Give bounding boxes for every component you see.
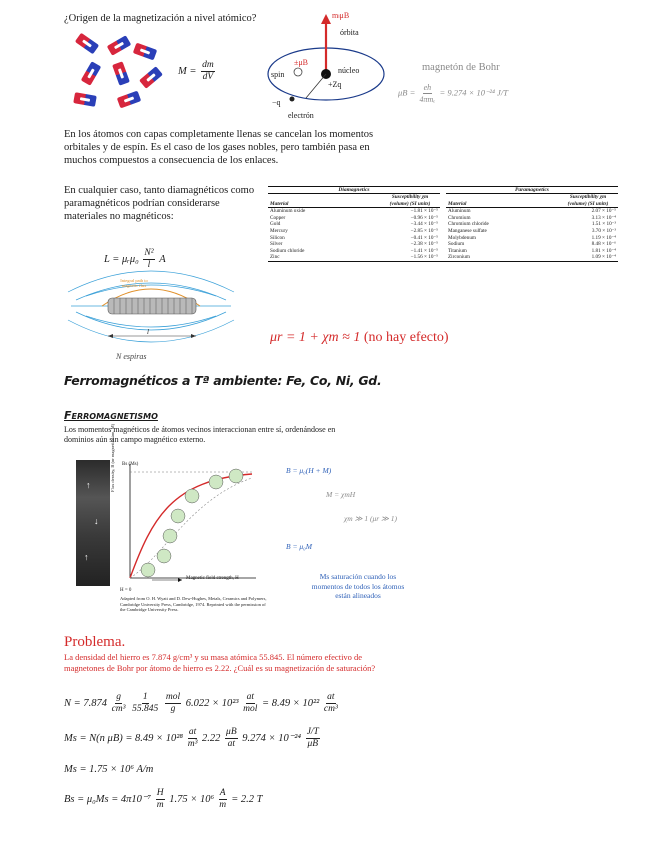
- material-cell: Gold: [270, 221, 281, 228]
- domain-state-icon: [157, 549, 171, 563]
- turns-caption: N espiras: [116, 352, 147, 361]
- domain-state-icon: [171, 509, 185, 523]
- bar-magnet-icon: [117, 91, 141, 109]
- material-cell: Titanium: [448, 247, 467, 254]
- susceptibility-cell: 1.81 × 10⁻⁴: [591, 247, 616, 254]
- susceptibility-cell: −2.38 × 10⁻⁵: [410, 241, 438, 248]
- susceptibility-cell: 1.09 × 10⁻⁴: [591, 254, 616, 261]
- diamagnetic-row: [268, 235, 440, 242]
- domain-state-icon: [209, 475, 223, 489]
- material-cell: Manganese sulfate: [448, 227, 487, 234]
- diamagnetic-row: [268, 221, 440, 228]
- susceptibility-cell: −1.41 × 10⁻⁵: [410, 247, 438, 254]
- bohr-magneton-formula: μB = $\frac{eh}{\text{4πmₑ}}$ = 9.274 × 10⁻²⁴ J/T: [398, 83, 508, 104]
- susceptibility-cell: −3.44 × 10⁻⁵: [410, 221, 438, 228]
- electron-dot: [290, 97, 295, 102]
- material-cell: Mercury: [270, 227, 288, 234]
- induction-equation: B = μ₀(H + M): [286, 466, 332, 475]
- material-cell: Chromium: [448, 214, 471, 221]
- paramagnetic-row: [446, 254, 618, 261]
- susceptibility-cell: −1.56 × 10⁻⁵: [410, 254, 438, 261]
- bar-magnet-icon: [107, 35, 132, 56]
- orbital-moment-label: mₗμB: [332, 11, 350, 20]
- material-cell: Sodium chloride: [270, 247, 305, 254]
- diamagnetic-row: [268, 215, 440, 222]
- diamagnetics-heading: Diamagnetics: [268, 187, 440, 194]
- domain-state-icon: [163, 529, 177, 543]
- material-cell: Sodium: [448, 241, 465, 248]
- material-cell: Aluminum: [448, 208, 471, 215]
- bohr-magneton-title: magnetón de Bohr: [422, 62, 500, 73]
- orbit-label: órbita: [340, 28, 359, 37]
- paramagnetics-heading: Paramagnetics: [446, 187, 618, 194]
- susceptibility-cell: −2.85 × 10⁻⁵: [410, 227, 438, 234]
- handwritten-ferromagnetic-note: Ferromagnéticos a Tª ambiente: Fe, Co, Ni, Gd.: [64, 373, 382, 388]
- bar-magnet-icon: [81, 61, 102, 86]
- inductance-equation: L = μᵣμ₀ $\frac{\text{N²}}{l}$ A: [104, 248, 166, 270]
- column-header: Material: [270, 200, 289, 207]
- material-cell: Chromium chloride: [448, 221, 489, 228]
- susceptibility-relation: M = χmH: [326, 490, 356, 499]
- saturation-note: Ms saturación cuando los momentos de todos los átomos están alineados: [311, 572, 405, 600]
- spin-circle: [294, 68, 302, 76]
- domain-micrograph: ↑ ↓ ↑: [76, 460, 110, 586]
- susceptibility-cell: 1.19 × 10⁻⁴: [591, 234, 616, 241]
- material-cell: Zirconium: [448, 254, 470, 261]
- problem-title: Problema.: [64, 634, 126, 650]
- nucleus-charge: +Zq: [328, 80, 342, 89]
- atom-density-calculation: N = 7.874 $\frac{g}{\text{cm³}}$ $\frac{1}{55.845}$ $\frac{\text{mol}}{g}$ 6.022 × 10²³ $\frac{at}{\text{mol}}$ = 8.49 × 10²² $\frac{at}{\text{cm³}}$: [64, 692, 338, 714]
- relative-permeability-equation: μr = 1 + χm ≈ 1 (no hay efecto): [270, 330, 449, 345]
- saturation-magnetization-calculation: Ms = N(n μB) = 8.49 × 10²⁸ $\frac{at}{\text{m³}}$ 2.22 $\frac{\mu B}{at}$ 9.274 × 10⁻²⁴ $\frac{J/T}{\mu B}$: [64, 727, 319, 749]
- saturation-induction-calculation: Bs = μ₀Ms = 4π10⁻⁷ $\frac{H}{m}$ 1.75 × 10⁶ $\frac{A}{m}$ = 2.2 T: [64, 788, 263, 810]
- coil-body: [108, 298, 196, 314]
- length-label: l: [147, 328, 149, 336]
- susceptibility-cell: 3.70 × 10⁻³: [591, 227, 616, 234]
- electron-charge: −q: [272, 98, 281, 107]
- question-heading: ¿Origen de la magnetización a nivel atómico?: [64, 13, 257, 24]
- bar-magnet-icon: [75, 33, 99, 55]
- susceptibility-cell: −0.96 × 10⁻⁵: [410, 214, 438, 221]
- paramagnetic-row: [446, 235, 618, 242]
- magnets-illustration: [68, 36, 168, 116]
- diamagnetic-row: [268, 228, 440, 235]
- nucleus-label: núcleo: [338, 66, 360, 75]
- graph-credit: Adapted from O. H. Wyatt and D. Dew-Hughes, Metals, Ceramics and Polymers, Cambridge University Press, Cambridge, 1974. Reprinted with the permission of the Cambridge University Press.: [120, 596, 267, 612]
- domain-state-icon: [185, 489, 199, 503]
- bar-magnet-icon: [73, 92, 97, 107]
- non-magnetic-paragraph: En cualquier caso, tanto diamagnéticos como paramagnéticos podrían considerarse materiales no magnéticos:: [64, 185, 255, 222]
- paramagnetics-table: [446, 194, 618, 261]
- high-susceptibility-note: χm ≫ 1 (μr ≫ 1): [344, 514, 397, 523]
- paramagnetic-row: [446, 208, 618, 215]
- bar-magnet-icon: [112, 61, 130, 85]
- susceptibility-table: [268, 186, 618, 262]
- material-cell: Molybdenum: [448, 234, 476, 241]
- column-header: Material: [448, 200, 467, 207]
- susceptibility-cell: −0.41 × 10⁻⁵: [410, 234, 438, 241]
- spin-moment-label: ±μB: [294, 58, 309, 67]
- diamagnetics-table: [268, 194, 440, 261]
- integral-path-label: Integral path to magnetic flux: [120, 278, 148, 288]
- paramagnetic-row: [446, 248, 618, 255]
- domain-state-icon: [141, 563, 155, 577]
- ferromagnetism-title: Ferromagnetismo: [64, 409, 158, 422]
- diamagnetic-row: [268, 208, 440, 215]
- column-header: Susceptibility χm (volume) (SI units): [567, 194, 609, 207]
- material-cell: Aluminum oxide: [270, 208, 306, 215]
- electron-label: electrón: [288, 111, 314, 120]
- graph-saturation-tick: Bs (Ms): [122, 462, 139, 467]
- column-header: Susceptibility χm (volume) (SI units): [389, 194, 431, 207]
- magnetization-definition: M = $\frac{dm}{dV}$: [178, 60, 214, 82]
- paramagnetic-row: [446, 241, 618, 248]
- problem-statement: La densidad del hierro es 7.874 g/cm³ y su masa atómica 55.845. El número efectivo de magnetones de Bohr por átomo de hierro es 2.22. ¿Cuál es su magnetización de saturación?: [64, 652, 376, 673]
- susceptibility-cell: 1.51 × 10⁻³: [591, 221, 616, 228]
- ferromagnetism-paragraph: Los momentos magnéticos de átomos vecinos interaccionan entre sí, ordenándose en dominios aún sin campo magnético externo.: [64, 425, 336, 444]
- material-cell: Silver: [270, 241, 283, 248]
- material-cell: Zinc: [270, 254, 280, 261]
- graph-y-label: Flux density, B (or magnetization, M): [110, 423, 115, 492]
- saturation-magnetization-result: Ms = 1.75 × 10⁶ A/m: [64, 764, 154, 775]
- paramagnetic-row: [446, 215, 618, 222]
- diamagnetic-row: [268, 254, 440, 261]
- susceptibility-cell: 8.48 × 10⁻⁶: [591, 241, 616, 248]
- saturation-induction-equation: B = μ₀M: [286, 542, 313, 551]
- domain-state-icon: [229, 469, 243, 483]
- paramagnetic-row: [446, 221, 618, 228]
- bar-magnet-icon: [139, 66, 163, 89]
- diamagnetic-row: [268, 248, 440, 255]
- graph-x-label: Magnetic field strength, H: [186, 576, 239, 581]
- spin-label: spin: [271, 70, 285, 79]
- closed-shell-paragraph: En los átomos con capas completamente llenas se cancelan los momentos orbitales y de espín. Es el caso de los gases nobles, pero también pasa en muchos compuestos a consecuencia de los enlaces.: [64, 129, 374, 166]
- graph-origin-label: H = 0: [120, 588, 132, 593]
- susceptibility-cell: 2.07 × 10⁻⁵: [591, 208, 616, 215]
- susceptibility-cell: 3.13 × 10⁻⁴: [591, 214, 616, 221]
- paramagnetic-row: [446, 228, 618, 235]
- material-cell: Silicon: [270, 234, 285, 241]
- magnetization-curve-chart: [112, 458, 260, 588]
- diamagnetic-row: [268, 241, 440, 248]
- material-cell: Copper: [270, 214, 286, 221]
- bar-magnet-icon: [133, 43, 157, 61]
- susceptibility-cell: −1.81 × 10⁻⁵: [410, 208, 438, 215]
